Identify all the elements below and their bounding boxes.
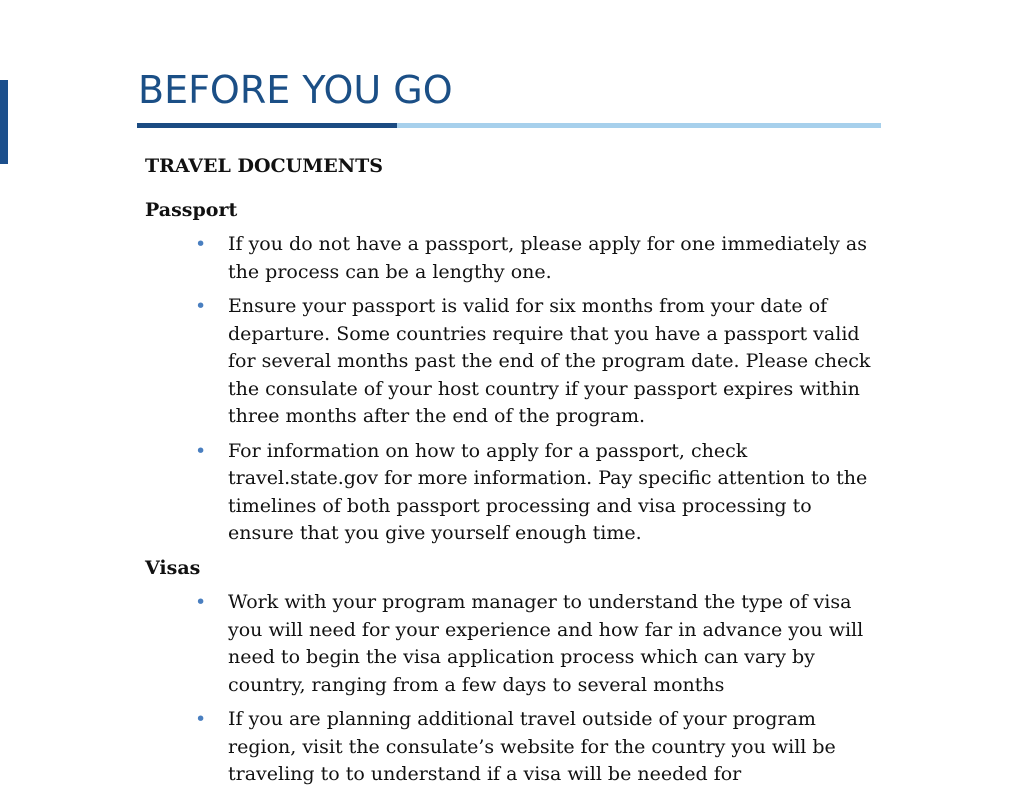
title-underline-dark [137,123,397,128]
title-underline-light [397,123,881,128]
bullet-marker: • [195,439,207,462]
section-heading-travel-documents: TRAVEL DOCUMENTS [145,155,383,177]
bullet-text: Work with your program manager to understand the type of visa you will need for your experience and how far in advance you will need to begin the visa application process which can vary by country, ranging from a few days to several months [228,591,864,696]
bullet-text: For information on how to apply for a passport, check travel.state.gov for more information. Pay specific attention to the timelines of both passport processing and visa processing to ensure that you give yourself enough time. [228,439,868,544]
bullet-text: Ensure your passport is valid for six months from your date of departure. Some countries require that you have a passport valid for several months past the end of the program date. Please check the consulate of your host country if your passport expires within three months after the end of the program. [228,295,871,427]
slide-title: BEFORE YOU GO [138,68,453,112]
bullet-text: If you are planning additional travel outside of your program region, visit the consulate’s website for the country you will be traveling to to understand if a visa will be needed for [228,708,836,785]
bullet-marker: • [195,233,207,255]
list-item [145,438,875,548]
list-item [145,706,875,789]
subheading-visas: Visas [145,556,201,579]
passport-bullet-list [145,231,875,548]
list-item [145,589,875,699]
slide-body [145,153,875,796]
bullet-marker: • [195,591,207,613]
visas-bullet-list [145,589,875,789]
list-item [145,293,875,431]
bullet-text: If you do not have a passport, please apply for one immediately as the process can be a lengthy one. [228,233,867,283]
slide-accent-bar [0,80,8,164]
list-item [145,231,875,286]
bullet-marker: • [195,295,207,317]
bullet-marker: • [195,708,207,730]
subheading-passport: Passport [145,198,238,221]
